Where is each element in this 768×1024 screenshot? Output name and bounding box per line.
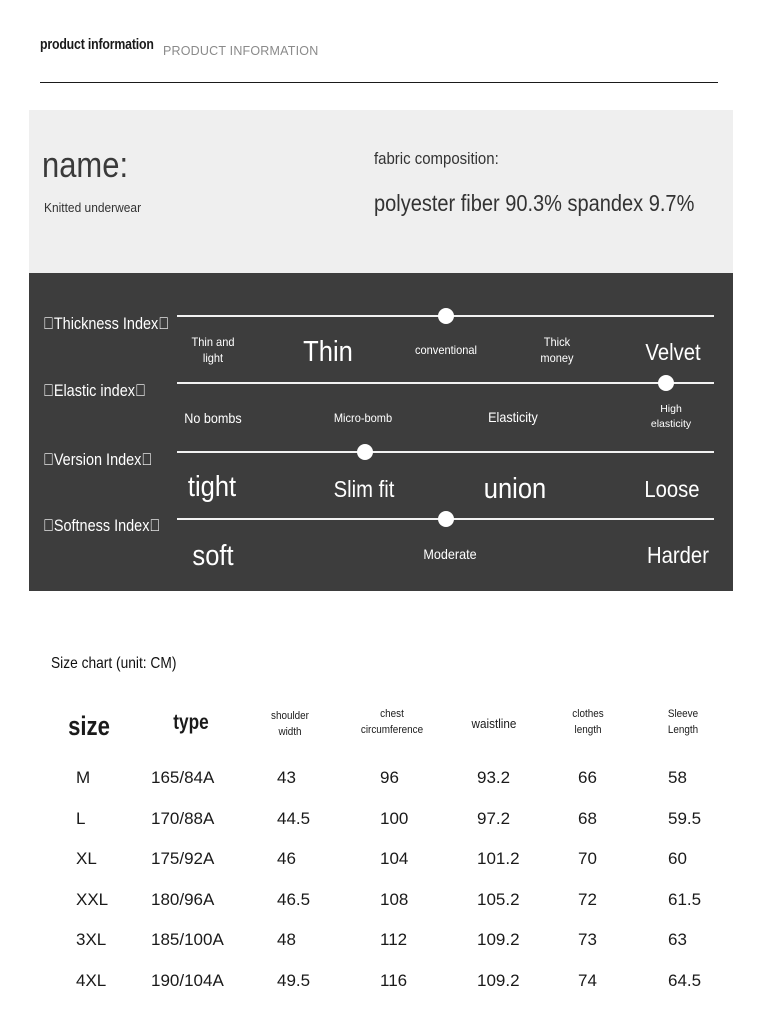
table-cell: XL [76, 849, 97, 869]
table-cell: 101.2 [477, 849, 520, 869]
softness-index-title:  Softness Index  [43, 516, 161, 535]
table-cell: 64.5 [668, 971, 702, 990]
table-cell: 112 [380, 930, 408, 950]
table-cell: 48 [277, 930, 296, 950]
elastic-option: High elasticity [650, 403, 692, 430]
table-cell: 46 [277, 849, 296, 869]
elastic-option: Micro-bomb [333, 411, 393, 425]
elastic-option: Elasticity [488, 409, 538, 425]
elastic-option: No bombs [184, 410, 242, 426]
version-index-title:  Version Index  [43, 450, 153, 469]
name-label: name: [42, 144, 129, 185]
waistline-column-header: waistline [471, 716, 517, 731]
table-cell: 58 [668, 768, 687, 787]
table-cell: L [76, 808, 86, 828]
table-cell: 108 [380, 889, 409, 909]
thickness-index-title:  Thickness Index  [43, 314, 170, 333]
table-cell: 63 [668, 930, 687, 950]
softness-knob [438, 511, 454, 527]
table-cell: 60 [668, 849, 687, 869]
section-title: product information [40, 36, 154, 53]
softness-option: Harder [647, 542, 709, 568]
table-cell: 68 [578, 808, 597, 828]
version-track [177, 451, 714, 453]
table-cell: 185/100A [151, 930, 224, 950]
table-cell: 59.5 [668, 808, 702, 828]
table-cell: 43 [277, 768, 296, 787]
table-cell: 96 [380, 768, 399, 787]
table-cell: 116 [380, 971, 408, 990]
type-column-header: type [173, 711, 209, 734]
fabric-value: polyester fiber 90.3% spandex 9.7% [374, 190, 695, 216]
name-value: Knitted underwear [44, 200, 142, 215]
elastic-knob [658, 375, 674, 391]
table-cell: 100 [380, 808, 409, 828]
table-cell: 109.2 [477, 930, 520, 950]
size-chart-title: Size chart (unit: CM) [51, 655, 177, 672]
thickness-knob [438, 308, 454, 324]
size-column-header: size [68, 711, 110, 741]
version-option: union [483, 473, 547, 505]
softness-option: Moderate [423, 546, 477, 562]
table-cell: 3XL [76, 930, 107, 950]
table-cell: M [76, 768, 91, 787]
table-cell: 170/88A [151, 808, 215, 828]
table-cell: 73 [578, 930, 597, 950]
version-option: tight [187, 471, 237, 503]
thickness-option: Thin and light [191, 335, 235, 365]
elastic-index-title:  Elastic index  [43, 381, 146, 400]
table-cell: 46.5 [277, 889, 311, 909]
version-option: Loose [644, 476, 700, 502]
thickness-option: Velvet [645, 339, 701, 365]
table-cell: 49.5 [277, 971, 311, 990]
table-cell: 175/92A [151, 849, 215, 869]
table-cell: 104 [380, 849, 409, 869]
table-cell: XXL [76, 889, 109, 909]
sleeve-column-header: Sleeve Length [667, 708, 699, 736]
fabric-label: fabric composition: [374, 149, 499, 168]
thickness-option: Thick money [540, 335, 574, 365]
section-subtitle: PRODUCT INFORMATION [163, 44, 319, 58]
table-cell: 93.2 [477, 768, 511, 787]
table-cell: 4XL [76, 971, 107, 990]
length-column-header: clothes length [572, 708, 604, 736]
table-cell: 61.5 [668, 889, 702, 909]
table-cell: 70 [578, 849, 597, 869]
version-knob [357, 444, 373, 460]
version-option: Slim fit [333, 476, 395, 502]
table-cell: 180/96A [151, 889, 215, 909]
divider [40, 82, 718, 83]
table-cell: 105.2 [477, 889, 520, 909]
thickness-option: conventional [414, 343, 477, 357]
table-cell: 109.2 [477, 971, 520, 990]
table-cell: 66 [578, 768, 597, 787]
elastic-track [177, 382, 714, 384]
table-cell: 74 [578, 971, 597, 990]
table-cell: 190/104A [151, 971, 224, 990]
shoulder-column-header: shoulder width [271, 710, 309, 738]
table-cell: 165/84A [151, 768, 215, 787]
table-cell: 97.2 [477, 808, 511, 828]
table-cell: 44.5 [277, 808, 311, 828]
softness-option: soft [192, 540, 234, 572]
chest-column-header: chest circumference [360, 708, 424, 736]
table-cell: 72 [578, 889, 597, 909]
thickness-option: Thin [303, 336, 353, 368]
